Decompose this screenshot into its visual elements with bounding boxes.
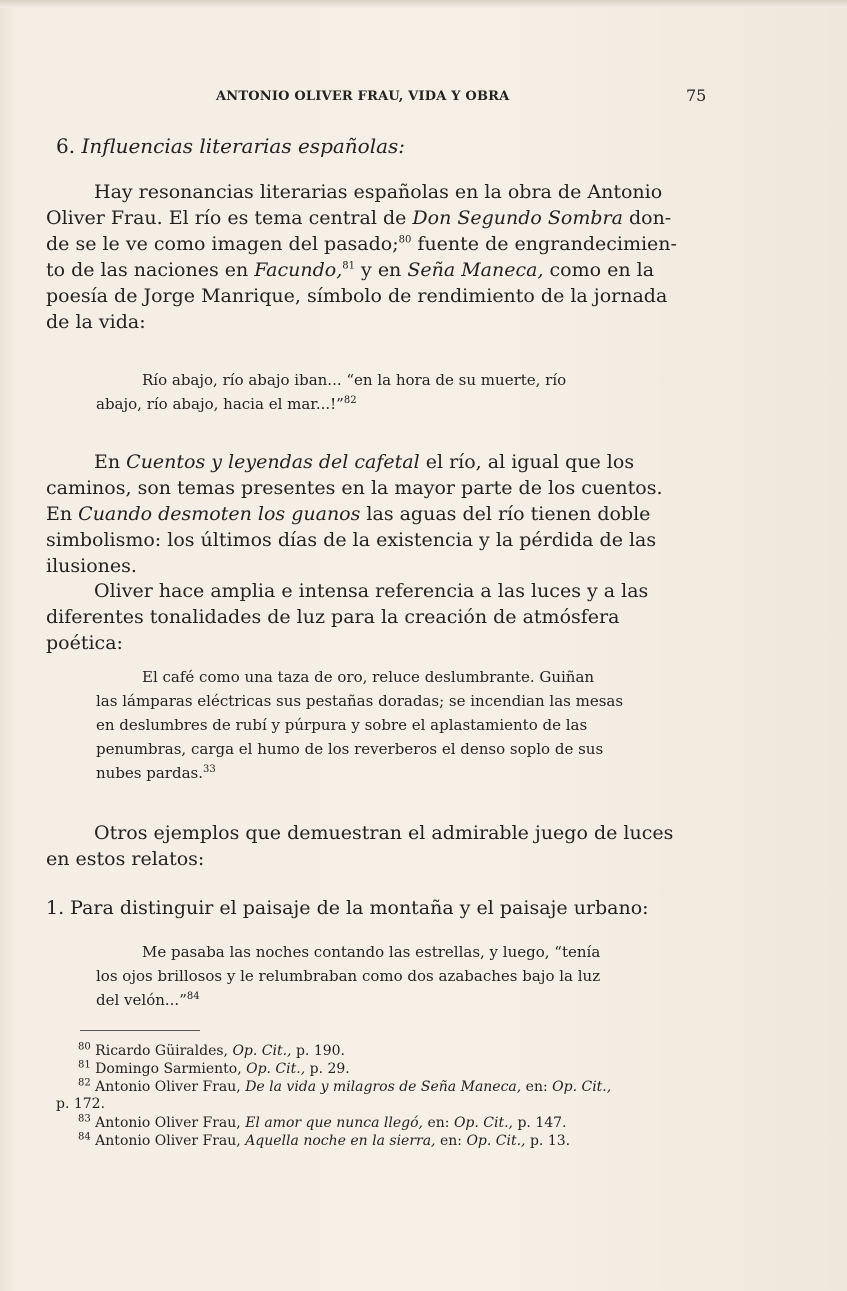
running-header: ANTONIO OLIVER FRAU, VIDA Y OBRA	[216, 89, 510, 104]
line: to de las naciones en Facundo,$^{81}$ y en Seña Maneca, como en la	[46, 259, 655, 281]
section-number: 6.	[56, 134, 76, 158]
line: de se le ve como imagen del pasado;$^{80}$ fuente de engrandecimien-	[46, 233, 677, 255]
paragraph-2: En Cuentos y leyendas del cafetal el río, al igual que los caminos, son temas presentes en la mayor parte de los cuentos. En Cuando desmoten los guanos las aguas del río tienen doble simbolismo: los últimos días de la existencia y la pérdida de las ilusiones.	[46, 451, 663, 577]
footnote-82-continuation: p. 172.	[56, 1096, 106, 1112]
block-quote-3: Me pasaba las noches contando las estrellas, y luego, “tenía los ojos brillosos y le relumbraban como dos azabaches bajo la luz del velón...”$^{84}$	[96, 943, 601, 1009]
section-title: Influencias literarias españolas:	[81, 134, 406, 158]
paragraph-3: Oliver hace amplia e intensa referencia a las luces y a las diferentes tonalidades de luz para la creación de atmósfera poética:	[46, 580, 649, 654]
footnote-81: $^{81}$ Domingo Sarmiento, Op. Cit., p. 29.	[78, 1059, 350, 1077]
line: Hay resonancias literarias españolas en la obra de Antonio	[94, 181, 663, 203]
line: poesía de Jorge Manrique, símbolo de rendimiento de la jornada	[46, 285, 668, 307]
block-quote-1: Río abajo, río abajo iban... “en la hora de su muerte, río abajo, río abajo, hacia el mar...!”$^{82}$	[96, 371, 567, 413]
paragraph-1	[46, 179, 698, 335]
block-quote-2: El café como una taza de oro, reluce deslumbrante. Guiñan las lámparas eléctricas sus pestañas doradas; se incendian las mesas en deslumbres de rubí y púrpura y sobre el aplastamiento de las penumbras, carga el humo de los reverberos el denso soplo de sus nubes pardas.$^{33}$	[96, 668, 624, 782]
footnote-82: $^{82}$ Antonio Oliver Frau, De la vida y milagros de Seña Maneca, en: Op. Cit.,	[78, 1077, 612, 1095]
footnote-84: $^{84}$ Antonio Oliver Frau, Aquella noche en la sierra, en: Op. Cit., p. 13.	[78, 1131, 571, 1149]
footnote-80: $^{80}$ Ricardo Güiraldes, Op. Cit., p. 190.	[78, 1041, 345, 1059]
line: Oliver Frau. El río es tema central de Don Segundo Sombra don-	[46, 207, 672, 229]
footnote-83: $^{83}$ Antonio Oliver Frau, El amor que nunca llegó, en: Op. Cit., p. 147.	[78, 1113, 567, 1131]
line: de la vida:	[46, 311, 146, 333]
page-number: 75	[686, 86, 707, 105]
section-heading	[56, 134, 405, 158]
footnote-rule	[80, 1030, 200, 1031]
paragraph-4: Otros ejemplos que demuestran el admirable juego de luces en estos relatos:	[46, 822, 674, 870]
page-edge-shadow	[0, 0, 847, 8]
list-item-1: 1. Para distinguir el paisaje de la montaña y el paisaje urbano:	[46, 897, 649, 919]
